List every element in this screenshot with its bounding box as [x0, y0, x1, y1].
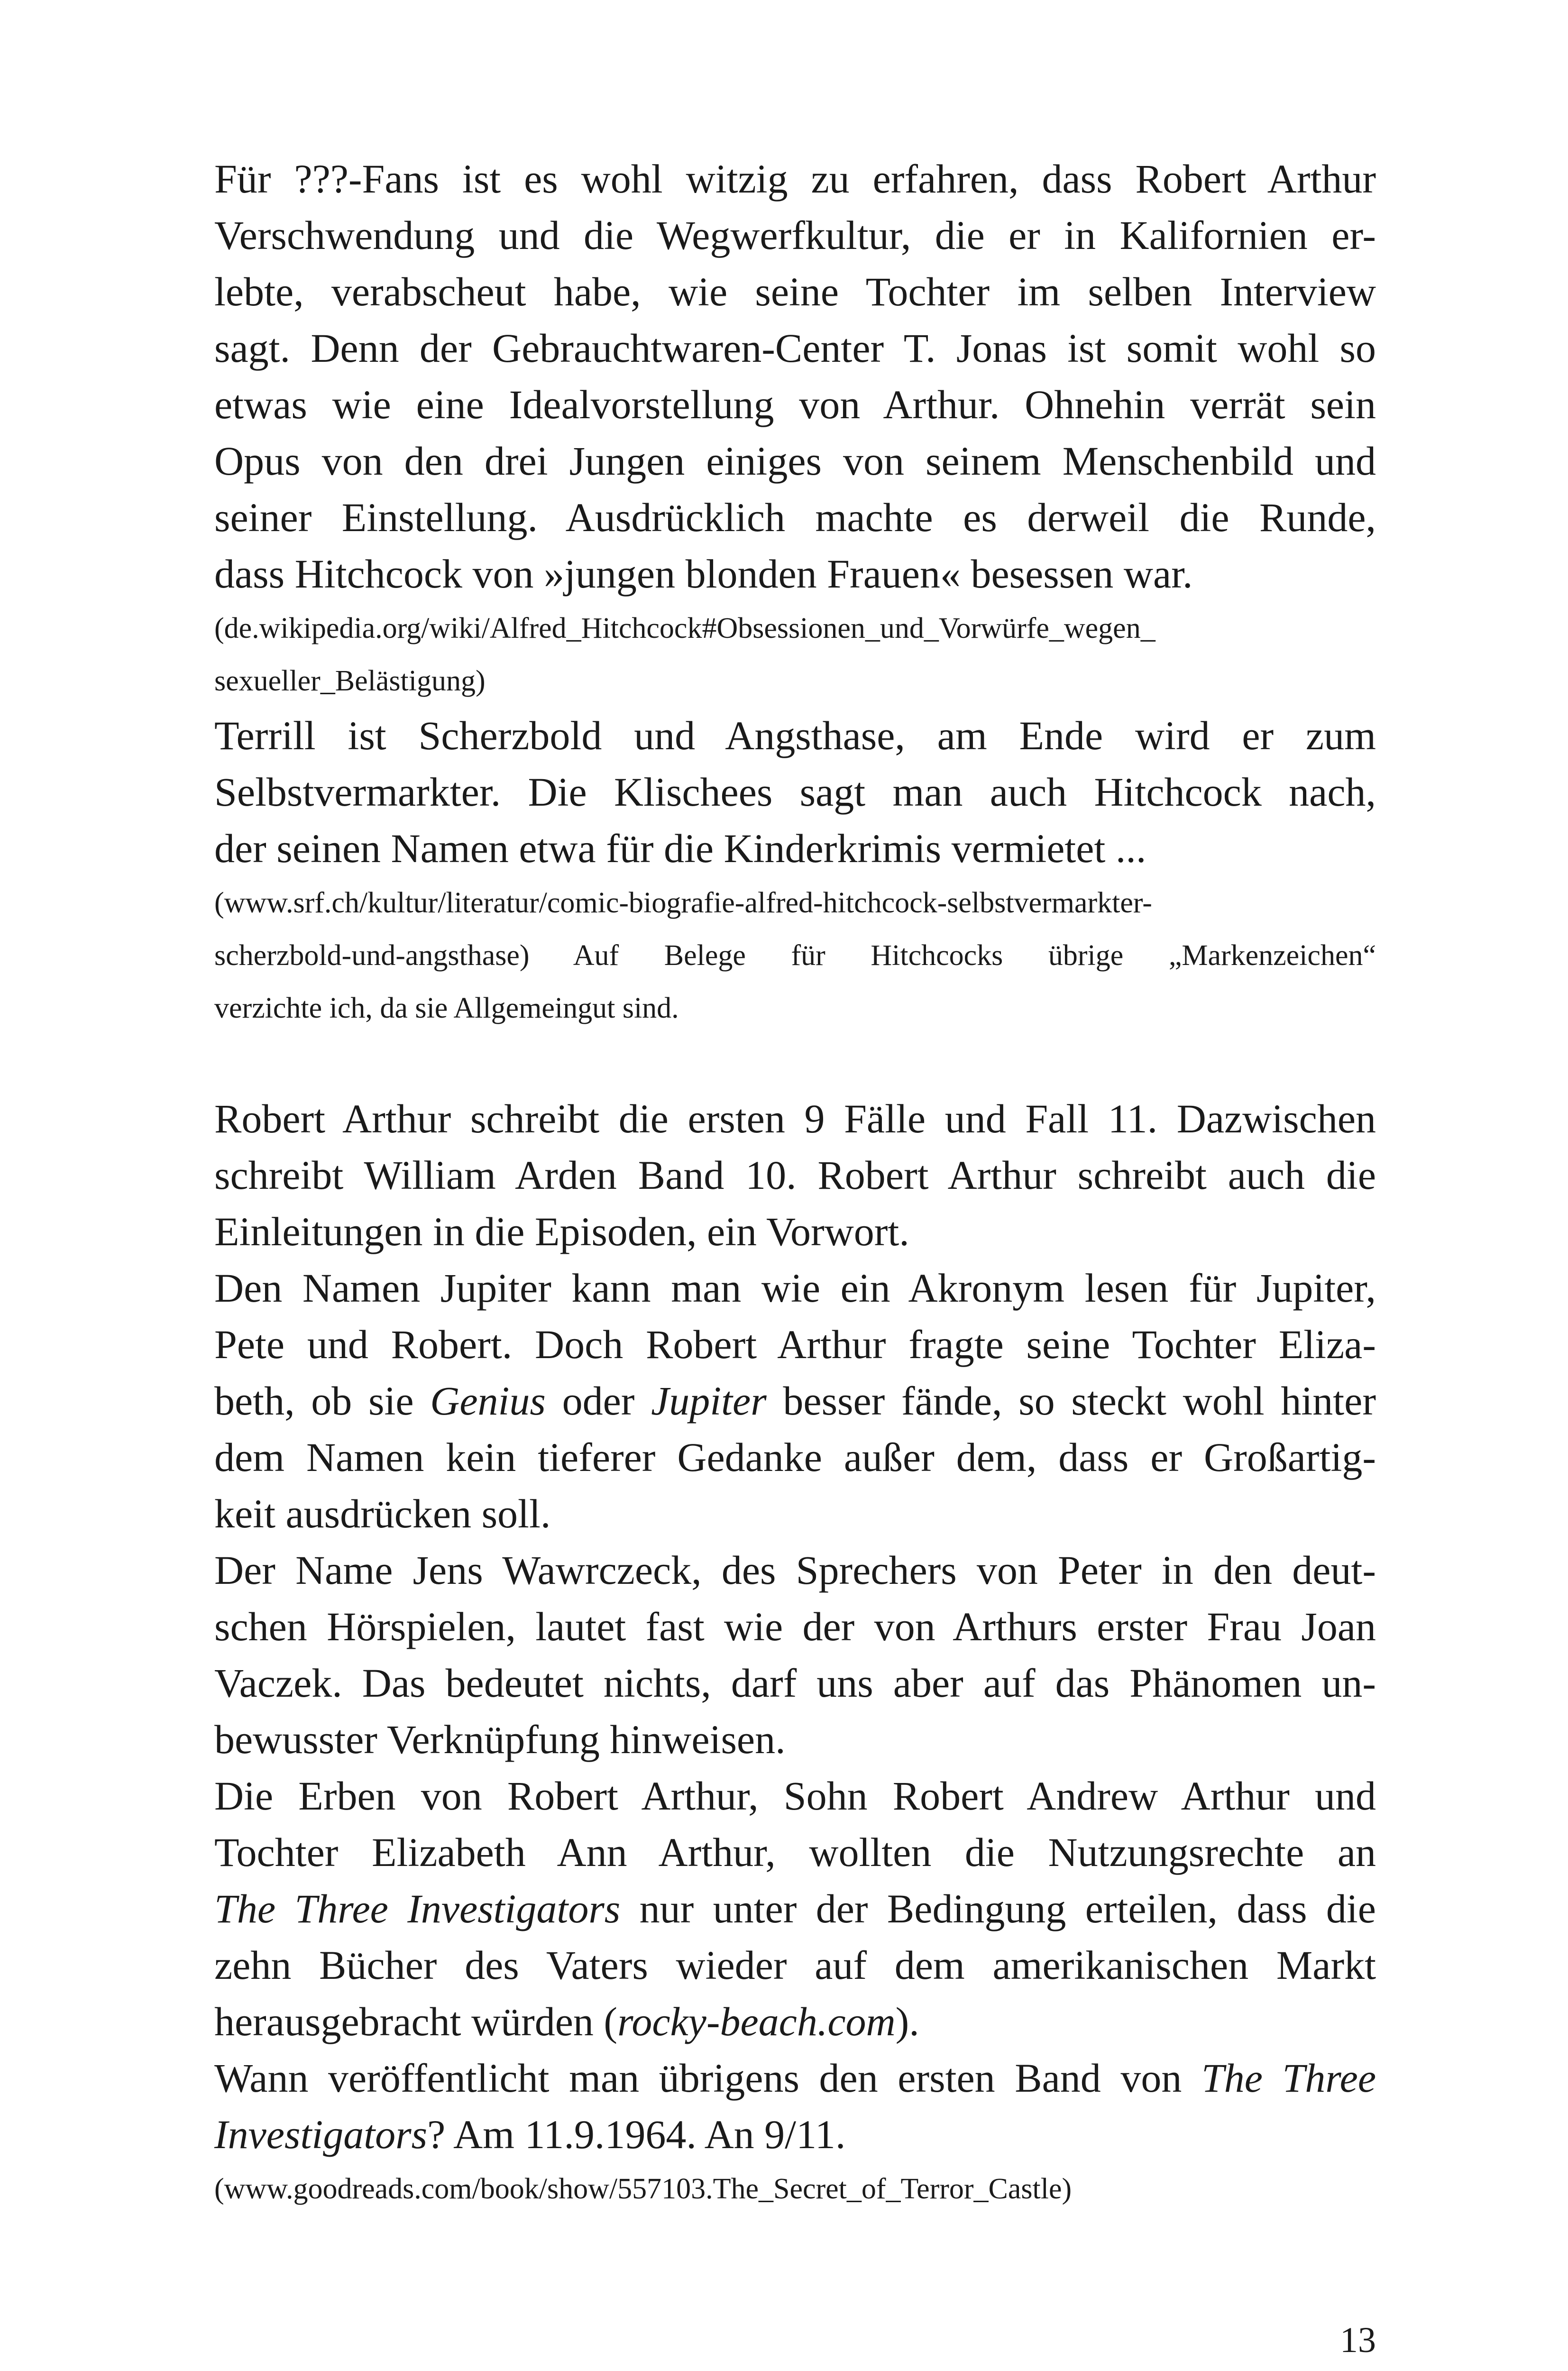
text-line: dass Hitchcock von »jungen blonden Frauen« besessen war. — [214, 551, 1193, 597]
text-line: etwas wie eine Idealvorstellung von Arthur. Ohnehin verrät sein — [214, 382, 1376, 427]
text-line: Pete und Robert. Doch Robert Arthur fragte seine Tochter Eliza- — [214, 1322, 1376, 1367]
text-line: schreibt William Arden Band 10. Robert Arthur schreibt auch die — [214, 1152, 1376, 1198]
text-line — [214, 1881, 1376, 1937]
source-note-wikipedia — [214, 602, 1376, 708]
text-line — [214, 1373, 1376, 1429]
text-line: Robert Arthur schreibt die ersten 9 Fälle und Fall 11. Dazwischen — [214, 1096, 1376, 1141]
note-line: (www.srf.ch/kultur/literatur/comic-biografie-alfred-hitchcock-selbstvermarkter- — [214, 887, 1152, 919]
text-line: dem Namen kein tieferer Gedanke außer dem, dass er Großartig- — [214, 1434, 1376, 1480]
text-run: oder — [545, 1378, 651, 1424]
paragraph-jupiter-name — [214, 1260, 1376, 1542]
italic-title-three: The Three — [1201, 2055, 1376, 2101]
text-line: Tochter Elizabeth Ann Arthur, wollten die Nutzungsrechte an — [214, 1829, 1376, 1875]
text-line: lebte, verabscheut habe, wie seine Tochter im selben Interview — [214, 269, 1376, 314]
note-line: scherzbold-und-angsthase) Auf Belege für Hitchcocks übrige „Markenzeichen“ — [214, 939, 1376, 972]
text-line: zehn Bücher des Vaters wieder auf dem amerikanischen Markt — [214, 1942, 1376, 1988]
paragraph-heirs — [214, 1768, 1376, 2050]
page-number: 13 — [1340, 2320, 1376, 2360]
paragraph-first-cases — [214, 1091, 1376, 1260]
text-line: sagt. Denn der Gebrauchtwaren-Center T. Jonas ist somit wohl so — [214, 325, 1376, 371]
text-line — [214, 1994, 1376, 2050]
note-line: (de.wikipedia.org/wiki/Alfred_Hitchcock#Obsessionen_und_Vorwürfe_wegen_ — [214, 612, 1155, 644]
text-block-lower — [214, 1091, 1376, 2215]
source-note-srf — [214, 877, 1376, 1035]
text-run: ). — [895, 1999, 919, 2044]
text-run: nur unter der Bedingung erteilen, dass die — [620, 1886, 1376, 1931]
text-line: der seinen Namen etwa für die Kinderkrimis vermietet ... — [214, 826, 1146, 871]
text-line: Für ???-Fans ist es wohl witzig zu erfahren, dass Robert Arthur — [214, 156, 1376, 202]
text-line: Vaczek. Das bedeutet nichts, darf uns aber auf das Phänomen un- — [214, 1660, 1376, 1706]
paragraph-robert-arthur-waste — [214, 151, 1376, 602]
text-line: seiner Einstellung. Ausdrücklich machte es derweil die Runde, — [214, 495, 1376, 540]
text-line: schen Hörspielen, lautet fast wie der von Arthurs erster Frau Joan — [214, 1604, 1376, 1649]
source-note-goodreads — [214, 2163, 1376, 2215]
text-run: ? Am 11.9.1964. An 9/11. — [427, 2112, 846, 2157]
text-line: Opus von den drei Jungen einiges von seinem Menschenbild und — [214, 438, 1376, 484]
paragraph-publication-date — [214, 2050, 1376, 2163]
text-line: Die Erben von Robert Arthur, Sohn Robert Andrew Arthur und — [214, 1773, 1376, 1819]
italic-term-jupiter: Jupiter — [651, 1378, 767, 1424]
italic-title-three-investigators: The Three Investigators — [214, 1886, 621, 1931]
text-line: Selbstvermarkter. Die Klischees sagt man auch Hitchcock nach, — [214, 769, 1376, 815]
italic-source-rocky-beach: rocky-beach.com — [617, 1999, 896, 2044]
paragraph-terrill — [214, 708, 1376, 877]
text-line: Einleitungen in die Episoden, ein Vorwort. — [214, 1209, 909, 1254]
note-line: sexueller_Belästigung) — [214, 665, 486, 697]
text-block-upper — [214, 151, 1376, 1035]
text-line — [214, 2106, 1376, 2163]
text-line: Verschwendung und die Wegwerfkultur, die er in Kalifornien er- — [214, 212, 1376, 258]
text-run: herausgebracht würden ( — [214, 1999, 618, 2044]
text-line: bewusster Verknüpfung hinweisen. — [214, 1717, 786, 1762]
text-run: besser fände, so steckt wohl hinter — [766, 1378, 1376, 1424]
text-line — [214, 2050, 1376, 2106]
text-line: Terrill ist Scherzbold und Angsthase, am Ende wird er zum — [214, 713, 1376, 758]
italic-title-investigators: Investigators — [214, 2112, 428, 2157]
text-line: keit ausdrücken soll. — [214, 1491, 551, 1536]
text-line: Den Namen Jupiter kann man wie ein Akronym lesen für Jupiter, — [214, 1265, 1376, 1311]
note-line: verzichte ich, da sie Allgemeingut sind. — [214, 992, 679, 1024]
note-line: (www.goodreads.com/book/show/557103.The_Secret_of_Terror_Castle) — [214, 2173, 1072, 2205]
text-run: beth, ob sie — [214, 1378, 431, 1424]
text-run: Wann veröffentlicht man übrigens den ersten Band von — [214, 2055, 1201, 2101]
italic-term-genius: Genius — [430, 1378, 546, 1424]
text-line: Der Name Jens Wawrczeck, des Sprechers von Peter in den deut- — [214, 1547, 1376, 1593]
paragraph-jens-wawrczeck — [214, 1542, 1376, 1768]
